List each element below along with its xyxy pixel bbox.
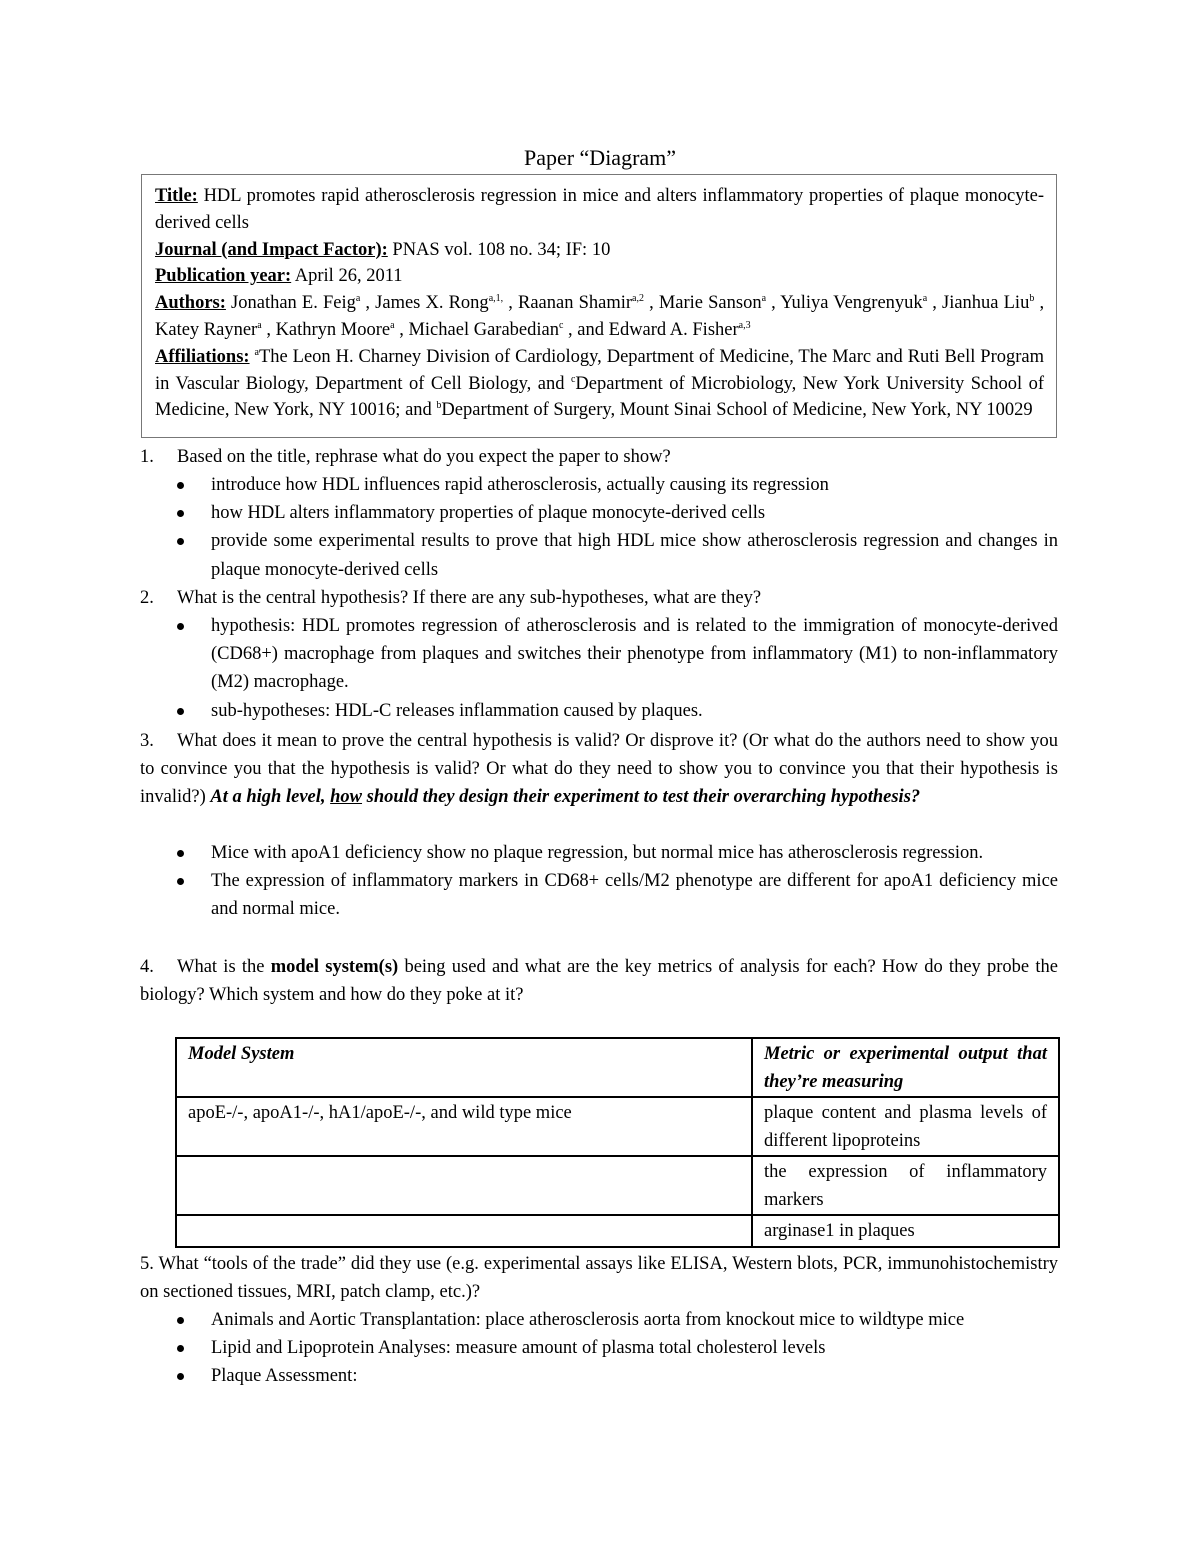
question-emphasis-how: how: [330, 787, 363, 808]
bullet-icon: [177, 510, 184, 517]
author-name: Kathryn Moore: [275, 319, 391, 340]
q1-bullets: [177, 471, 1058, 584]
table-header-row: [176, 1038, 1059, 1097]
list-item: how HDL alters inflammatory properties of plaque monocyte-derived cells: [177, 499, 1058, 527]
aff-text-a: The Leon H. Charney Division of Cardiology, Department of Medicine, The Marc and Ruti Bell Program in Vascular Biology, Department of Cell Biology, and: [155, 346, 1044, 394]
aff-text-c: Department of Microbiology, New York University School of Medicine, New York, NY 10016; and: [155, 373, 1044, 421]
question-bold: model system(s): [270, 957, 399, 977]
question-text: What does it mean to prove the central hypothesis is valid? Or disprove it? (Or what do the authors need to show you to convince you that the hypothesis is valid? Or what do they need to show you to convince you that their hypothesis is invalid?): [140, 731, 1058, 808]
bullet-icon: [177, 850, 184, 857]
bullet-icon: [177, 1345, 184, 1352]
author-affiliation-sup: a: [390, 319, 395, 331]
title-text: HDL promotes rapid atherosclerosis regression in mice and alters inflammatory properties of plaque monocyte-derived cells: [155, 186, 1044, 233]
author-name: Yuliya Vengrenyuk: [780, 293, 923, 314]
q5-bullets: [177, 1306, 1058, 1391]
author-name: Jianhua Liu: [942, 293, 1030, 314]
author-affiliation-sup: a,1,: [488, 293, 504, 305]
table-row: [176, 1097, 1059, 1156]
q3-bullets: [177, 839, 1058, 924]
table-row: [176, 1215, 1059, 1247]
bullet-icon: [177, 482, 184, 489]
journal-text: PNAS vol. 108 no. 34; IF: 10: [387, 239, 611, 260]
authors-list: Jonathan E. Feig$^a$ , James X. Rong$^{a,1,}$ , Raanan Shamir$^{a,2}$ , Marie Sanson$^a$ , Yuliya Vengrenyuk$^a$ , Jianhua Liu$^b$ , Katey Rayner$^a$ , Kathryn Moore$^a$ , Michael Garabedian$^c$ , and Edward A. Fisher$^{a,3}$: [155, 293, 1045, 340]
question-3: [140, 727, 1058, 812]
question-number: 2.: [140, 588, 154, 608]
question-number: 1.: [140, 447, 154, 467]
author-affiliation-sup: c: [558, 319, 564, 331]
affiliations-line: [155, 344, 1044, 424]
year-line: [155, 263, 1044, 290]
bullet-icon: [177, 878, 184, 885]
question-4: 4. What is the model system(s) being used and what are the key metrics of analysis for each? How do they probe the biology? Which system and how do they poke at it?: [140, 953, 1058, 1009]
question-2: [140, 584, 1058, 612]
bullet-icon: [177, 708, 184, 715]
aff-sup-a: a: [254, 346, 259, 358]
aff-sup-c: c: [570, 373, 576, 385]
question-5: [140, 1250, 1058, 1306]
list-item: Animals and Aortic Transplantation: place atherosclerosis aorta from knockout mice to wildtype mice: [177, 1306, 1058, 1334]
authors-label: Authors:: [155, 293, 226, 314]
list-item: introduce how HDL influences rapid atherosclerosis, actually causing its regression: [177, 471, 1058, 499]
author-name: James X. Rong: [375, 293, 489, 314]
author-name: Raanan Shamir: [518, 293, 633, 314]
list-item: Plaque Assessment:: [177, 1362, 1058, 1390]
question-emphasis-rest: should they design their experiment to test their overarching hypothesis?: [362, 787, 921, 808]
year-label: Publication year:: [155, 266, 292, 287]
question-number: 5.: [140, 1254, 154, 1274]
table-cell: [176, 1156, 752, 1215]
author-name: Katey Rayner: [155, 319, 258, 340]
author-affiliation-sup: a: [257, 319, 262, 331]
question-text: What is the central hypothesis? If there are any sub-hypotheses, what are they?: [177, 588, 762, 608]
model-system-table: [175, 1037, 1060, 1248]
author-affiliation-sup: a,3: [738, 319, 751, 331]
q2-bullets: [177, 612, 1058, 725]
author-name: Marie Sanson: [658, 293, 762, 314]
author-affiliation-sup: a: [922, 293, 928, 305]
paper-info-box: [141, 174, 1057, 438]
title-line: [155, 183, 1044, 237]
table-cell: the expression of inflammatory markers: [752, 1156, 1059, 1215]
authors-line: [155, 290, 1044, 344]
page-title: Paper “Diagram”: [523, 145, 677, 170]
list-item: sub-hypotheses: HDL-C releases inflammation caused by plaques.: [177, 697, 1058, 725]
question-number: 4.: [140, 957, 154, 977]
table-cell: plaque content and plasma levels of different lipoproteins: [752, 1097, 1059, 1156]
table-header-cell: Model System: [176, 1038, 752, 1097]
list-item: provide some experimental results to prove that high HDL mice show atherosclerosis regression and changes in plaque monocyte-derived cells: [177, 527, 1058, 583]
table-cell: arginase1 in plaques: [752, 1215, 1059, 1247]
author-name: Jonathan E. Feig: [231, 293, 356, 314]
author-affiliation-sup: a: [761, 293, 767, 305]
question-emphasis: At a high level,: [210, 787, 331, 808]
author-affiliation-sup: a,2: [632, 293, 644, 305]
journal-label: Journal (and Impact Factor):: [155, 239, 388, 260]
year-text: April 26, 2011: [291, 266, 403, 287]
question-text: Based on the title, rephrase what do you expect the paper to show?: [177, 447, 671, 467]
list-item: Lipid and Lipoprotein Analyses: measure amount of plasma total cholesterol levels: [177, 1334, 1058, 1362]
aff-text-b: Department of Surgery, Mount Sinai School of Medicine, New York, NY 10029: [441, 400, 1033, 421]
table-cell: apoE-/-, apoA1-/-, hA1/apoE-/-, and wild type mice: [176, 1097, 752, 1156]
aff-sup-b: b: [436, 400, 442, 412]
table-row: [176, 1156, 1059, 1215]
bullet-icon: [177, 538, 184, 545]
journal-line: [155, 237, 1044, 264]
author-affiliation-sup: a: [355, 293, 361, 305]
title-label: Title:: [155, 186, 198, 206]
bullet-icon: [177, 623, 184, 630]
question-1: [140, 443, 1058, 471]
author-affiliation-sup: b: [1029, 293, 1035, 305]
bullet-icon: [177, 1317, 184, 1324]
author-name: Edward A. Fisher: [608, 319, 739, 340]
table-cell: [176, 1215, 752, 1247]
question-number: 3.: [140, 731, 154, 751]
author-name: Michael Garabedian: [408, 319, 559, 340]
list-item: hypothesis: HDL promotes regression of atherosclerosis and is related to the immigration of monocyte-derived (CD68+) macrophage from plaques and switches their phenotype from inflammatory (M1) to non-inflammatory (M2) macrophage.: [177, 612, 1058, 697]
list-item: The expression of inflammatory markers in CD68+ cells/M2 phenotype are different for apoA1 deficiency mice and normal mice.: [177, 867, 1058, 923]
bullet-icon: [177, 1373, 184, 1380]
table-header-cell: Metric or experimental output that they’re measuring: [752, 1038, 1059, 1097]
question-text: What “tools of the trade” did they use (e.g. experimental assays like ELISA, Western blots, PCR, immunohistochemistry on sectioned tissues, MRI, patch clamp, etc.)?: [140, 1254, 1058, 1303]
list-item: Mice with apoA1 deficiency show no plaque regression, but normal mice has atherosclerosis regression.: [177, 839, 1058, 867]
affiliations-label: Affiliations:: [155, 346, 250, 367]
